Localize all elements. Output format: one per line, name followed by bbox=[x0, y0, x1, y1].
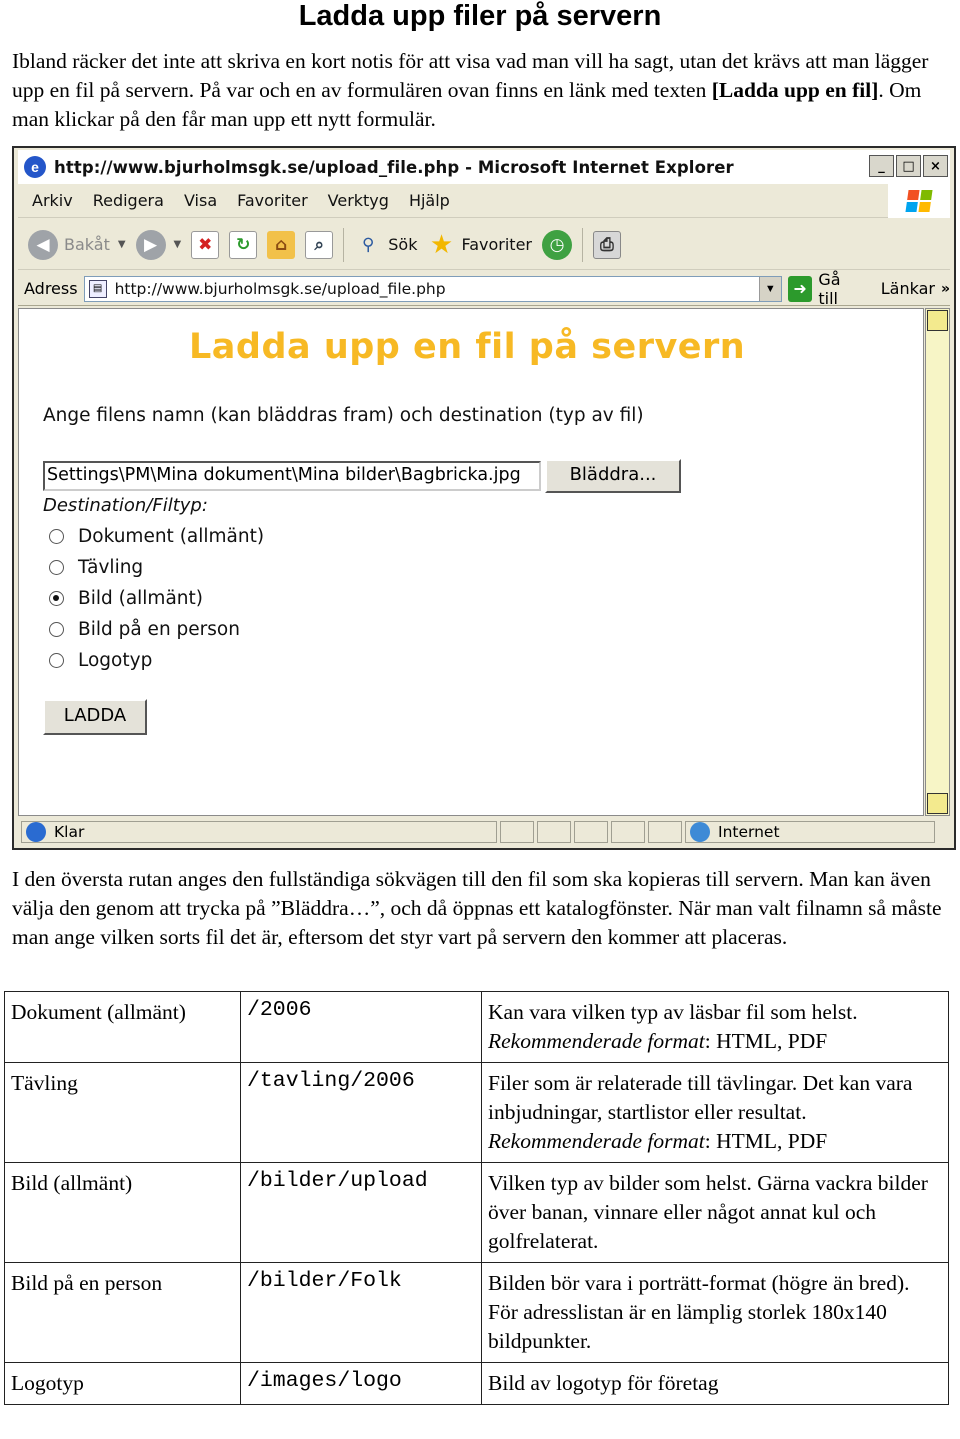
minimize-button[interactable]: _ bbox=[869, 155, 894, 177]
menu-arkiv[interactable]: Arkiv bbox=[32, 191, 73, 210]
chevron-down-icon: ▼ bbox=[117, 239, 126, 250]
close-button[interactable]: × bbox=[923, 155, 948, 177]
radio-label: Tävling bbox=[78, 557, 144, 578]
file-type-cell: Bild (allmänt) bbox=[5, 1163, 241, 1263]
search-label: Sök bbox=[388, 235, 418, 254]
path-cell: /bilder/upload bbox=[241, 1163, 482, 1263]
favorites-button[interactable] bbox=[427, 231, 532, 259]
file-type-cell: Dokument (allmänt) bbox=[5, 992, 241, 1063]
browser-toolbar bbox=[18, 220, 950, 270]
radio-option[interactable] bbox=[49, 521, 264, 552]
ie-logo-icon: e bbox=[24, 156, 46, 178]
recommended-label: Rekommenderade format bbox=[488, 1029, 705, 1053]
table-row bbox=[5, 1363, 949, 1405]
destination-label: Destination/Filtyp: bbox=[43, 495, 208, 516]
radio-label: Bild på en person bbox=[78, 619, 240, 640]
status-zone-panel bbox=[685, 821, 935, 843]
menu-redigera[interactable]: Redigera bbox=[92, 191, 164, 210]
links-more-button[interactable]: » bbox=[940, 280, 950, 297]
status-panel bbox=[537, 821, 571, 843]
address-label: Adress bbox=[24, 279, 78, 298]
menu-favoriter[interactable]: Favoriter bbox=[237, 191, 308, 210]
favorites-label: Favoriter bbox=[461, 235, 532, 254]
radio-button[interactable] bbox=[49, 560, 64, 575]
table-row bbox=[5, 1263, 949, 1363]
page-search-button[interactable] bbox=[305, 231, 333, 259]
upload-button[interactable]: LADDA bbox=[43, 699, 147, 735]
page-icon: ▤ bbox=[89, 280, 107, 298]
star-icon: ★ bbox=[429, 229, 454, 260]
status-panel bbox=[611, 821, 645, 843]
radio-button[interactable] bbox=[49, 529, 64, 544]
printer-icon: ⎙ bbox=[593, 231, 621, 259]
description-cell bbox=[482, 1063, 949, 1163]
description-cell bbox=[482, 992, 949, 1063]
back-arrow-icon: ◀ bbox=[28, 230, 58, 260]
magnifier-page-icon: ⌕ bbox=[305, 231, 333, 259]
search-button[interactable] bbox=[354, 231, 417, 259]
scroll-up-button[interactable] bbox=[927, 310, 948, 331]
print-button[interactable] bbox=[593, 231, 621, 259]
go-label: Gå till bbox=[818, 269, 841, 308]
vertical-scrollbar[interactable] bbox=[925, 308, 950, 816]
path-cell: /images/logo bbox=[241, 1363, 482, 1405]
description-text: Bilden bör vara i porträtt-format (högre än bred). För adresslistan är en lämplig storlek 180x140 bildpunkter. bbox=[488, 1271, 910, 1353]
radio-option[interactable] bbox=[49, 552, 264, 583]
stop-icon: ✖ bbox=[191, 231, 219, 259]
table-row bbox=[5, 1063, 949, 1163]
table-row bbox=[5, 1163, 949, 1263]
forward-button[interactable] bbox=[136, 230, 182, 260]
radio-label: Logotyp bbox=[78, 650, 153, 671]
radio-label: Bild (allmänt) bbox=[78, 588, 203, 609]
window-controls bbox=[869, 155, 948, 177]
windows-logo-icon bbox=[888, 184, 950, 218]
file-type-cell: Bild på en person bbox=[5, 1263, 241, 1363]
radio-button[interactable] bbox=[49, 653, 64, 668]
status-panel-main bbox=[21, 821, 497, 843]
maximize-button[interactable]: □ bbox=[896, 155, 921, 177]
globe-icon bbox=[690, 822, 710, 842]
status-panel bbox=[648, 821, 682, 843]
description-text: Bild av logotyp för företag bbox=[488, 1371, 719, 1395]
recommended-value: : HTML, PDF bbox=[704, 1029, 828, 1053]
toolbar-separator bbox=[343, 228, 344, 262]
description-cell bbox=[482, 1363, 949, 1405]
history-button[interactable] bbox=[542, 230, 572, 260]
radio-option[interactable] bbox=[49, 583, 264, 614]
browse-button[interactable]: Bläddra... bbox=[545, 459, 681, 493]
destination-radio-group bbox=[49, 521, 264, 676]
destination-table bbox=[4, 991, 949, 1405]
status-panel bbox=[500, 821, 534, 843]
stop-button[interactable] bbox=[191, 231, 219, 259]
scroll-down-button[interactable] bbox=[927, 793, 948, 814]
menu-visa[interactable]: Visa bbox=[183, 191, 218, 210]
search-icon: ⚲ bbox=[362, 234, 375, 255]
go-arrow-icon: ➜ bbox=[788, 276, 813, 302]
description-text: Kan vara vilken typ av läsbar fil som helst. bbox=[488, 1000, 858, 1024]
path-cell: /2006 bbox=[241, 992, 482, 1063]
radio-button-checked[interactable] bbox=[49, 591, 64, 606]
table-row bbox=[5, 992, 949, 1063]
description-cell bbox=[482, 1263, 949, 1363]
document-title: Ladda upp filer på servern bbox=[298, 0, 662, 32]
intro-text-2: . Om man klickar på den får man upp ett nytt formulär. bbox=[12, 78, 922, 131]
file-type-cell: Tävling bbox=[5, 1063, 241, 1163]
browser-titlebar bbox=[18, 150, 950, 184]
ie-page-icon bbox=[26, 822, 46, 842]
chevron-down-icon: ▼ bbox=[173, 239, 182, 250]
address-dropdown-button[interactable]: ▼ bbox=[759, 277, 781, 301]
menu-verktyg[interactable]: Verktyg bbox=[327, 191, 389, 210]
refresh-icon: ↻ bbox=[229, 231, 257, 259]
radio-button[interactable] bbox=[49, 622, 64, 637]
address-input[interactable] bbox=[84, 276, 782, 302]
description-text: Vilken typ av bilder som helst. Gärna vackra bilder över banan, vinnare eller något annat kul och golfrelaterat. bbox=[488, 1171, 928, 1253]
radio-option[interactable] bbox=[49, 645, 264, 676]
upload-page-heading: Ladda upp en fil på servern bbox=[189, 327, 746, 367]
links-button[interactable]: Länkar bbox=[880, 279, 935, 298]
recommended-label: Rekommenderade format bbox=[488, 1129, 705, 1153]
path-cell: /bilder/Folk bbox=[241, 1263, 482, 1363]
recommended-value: : HTML, PDF bbox=[704, 1129, 828, 1153]
history-icon: ◷ bbox=[542, 230, 572, 260]
intro-paragraph bbox=[12, 47, 952, 134]
refresh-button[interactable] bbox=[229, 231, 257, 259]
upload-instruction: Ange filens namn (kan bläddras fram) och destination (typ av fil) bbox=[43, 405, 644, 426]
path-cell: /tavling/2006 bbox=[241, 1063, 482, 1163]
file-path-input[interactable]: Settings\PM\Mina dokument\Mina bilder\Bagbricka.jpg bbox=[43, 461, 541, 491]
zone-text: Internet bbox=[718, 823, 780, 841]
back-label: Bakåt bbox=[64, 235, 110, 254]
status-panel bbox=[574, 821, 608, 843]
intro-text-1: Ibland räcker det inte att skriva en kort notis för att visa vad man vill ha sagt, utan det krävs att man lägger upp en fil på servern. På var och en av formulären ovan finns en länk med texten bbox=[12, 49, 929, 102]
description-cell bbox=[482, 1163, 949, 1263]
menu-hjalp[interactable]: Hjälp bbox=[408, 191, 450, 210]
radio-option[interactable] bbox=[49, 614, 264, 645]
description-text: Filer som är relaterade till tävlingar. Det kan vara inbjudningar, startlistor eller resultat. bbox=[488, 1071, 913, 1124]
address-url: http://www.bjurholmsgk.se/upload_file.php bbox=[114, 279, 446, 298]
status-text: Klar bbox=[54, 823, 85, 841]
page-viewport bbox=[18, 308, 924, 816]
go-button[interactable] bbox=[788, 270, 863, 308]
menu-bar bbox=[18, 184, 950, 218]
forward-arrow-icon: ▶ bbox=[136, 230, 166, 260]
toolbar-separator bbox=[582, 228, 583, 262]
address-bar bbox=[18, 269, 950, 308]
radio-label: Dokument (allmänt) bbox=[78, 526, 265, 547]
home-button[interactable] bbox=[267, 231, 295, 259]
window-title: http://www.bjurholmsgk.se/upload_file.php - Microsoft Internet Explorer bbox=[54, 157, 734, 177]
home-icon: ⌂ bbox=[267, 231, 295, 259]
explanation-paragraph: I den översta rutan anges den fullständiga sökvägen till den fil som ska kopieras till servern. Man kan även välja den genom att trycka på ”Bläddra…”, och då öppnas ett katalogfönster. När man valt filnamn så måste man ange vilken sorts fil det är, eftersom det styr vart på servern den kommer att placeras. bbox=[12, 867, 942, 949]
intro-link-label: [Ladda upp en fil] bbox=[711, 78, 879, 102]
browser-window bbox=[12, 146, 956, 850]
back-button[interactable] bbox=[28, 230, 126, 260]
file-type-cell: Logotyp bbox=[5, 1363, 241, 1405]
status-bar bbox=[18, 818, 950, 846]
